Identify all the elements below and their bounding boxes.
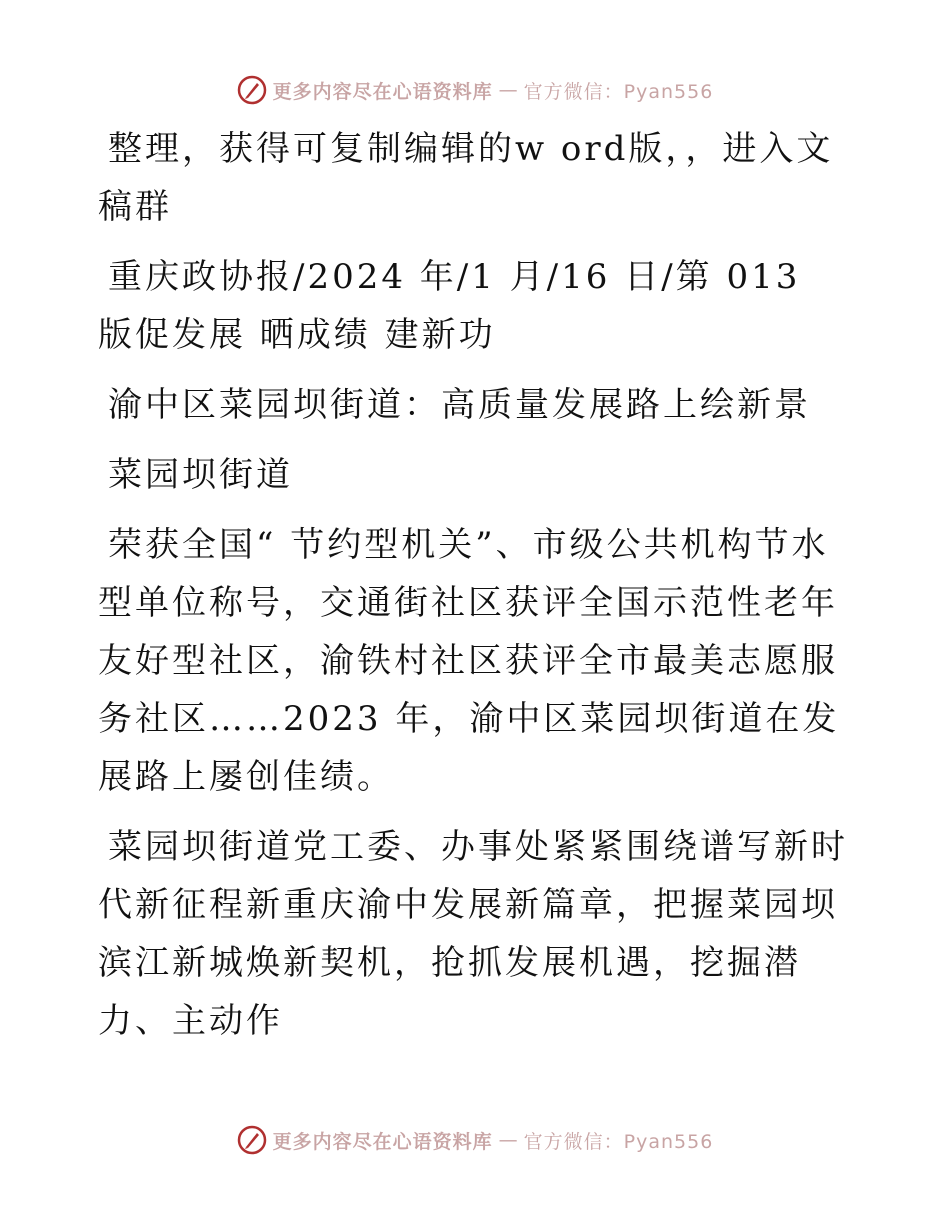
paragraph: 荣获全国“ 节约型机关”、市级公共机构节水型单位称号，交通街社区获评全国示范性老年友好型社区，渝铁村社区获评全市最美志愿服务社区……2023 年，渝中区菜园坝街道在发展路上屡创佳绩。 — [98, 525, 840, 797]
footer-watermark — [0, 1120, 950, 1160]
paragraph: 菜园坝街道 — [108, 455, 293, 495]
watermark-text: 更多内容尽在心语资料库 — [272, 1130, 493, 1153]
paragraph: 菜园坝街道党工委、办事处紧紧围绕谱写新时代新征程新重庆渝中发展新篇章，把握菜园坝滨江新城焕新契机，抢抓发展机遇，挖掘潜力、主动作 — [98, 827, 848, 1041]
watermark-separator: — — [498, 1129, 518, 1151]
watermark-wechat: 官方微信：Pyan556 — [523, 1130, 714, 1153]
quill-pen-logo-icon — [237, 1125, 267, 1155]
document-body — [98, 120, 850, 1062]
quill-pen-logo-icon — [237, 75, 267, 105]
header-watermark — [0, 70, 950, 110]
watermark-separator: — — [498, 79, 518, 101]
paragraph: 重庆政协报/2024 年/1 月/16 日/第 013 版促发展 晒成绩 建新功 — [98, 257, 801, 355]
watermark-text: 更多内容尽在心语资料库 — [272, 80, 493, 103]
article-title: 渝中区菜园坝街道：高质量发展路上绘新景 — [108, 385, 811, 425]
paragraph: 整理，获得可复制编辑的w ord版，，进入文稿群 — [98, 129, 834, 227]
watermark-wechat: 官方微信：Pyan556 — [523, 80, 714, 103]
